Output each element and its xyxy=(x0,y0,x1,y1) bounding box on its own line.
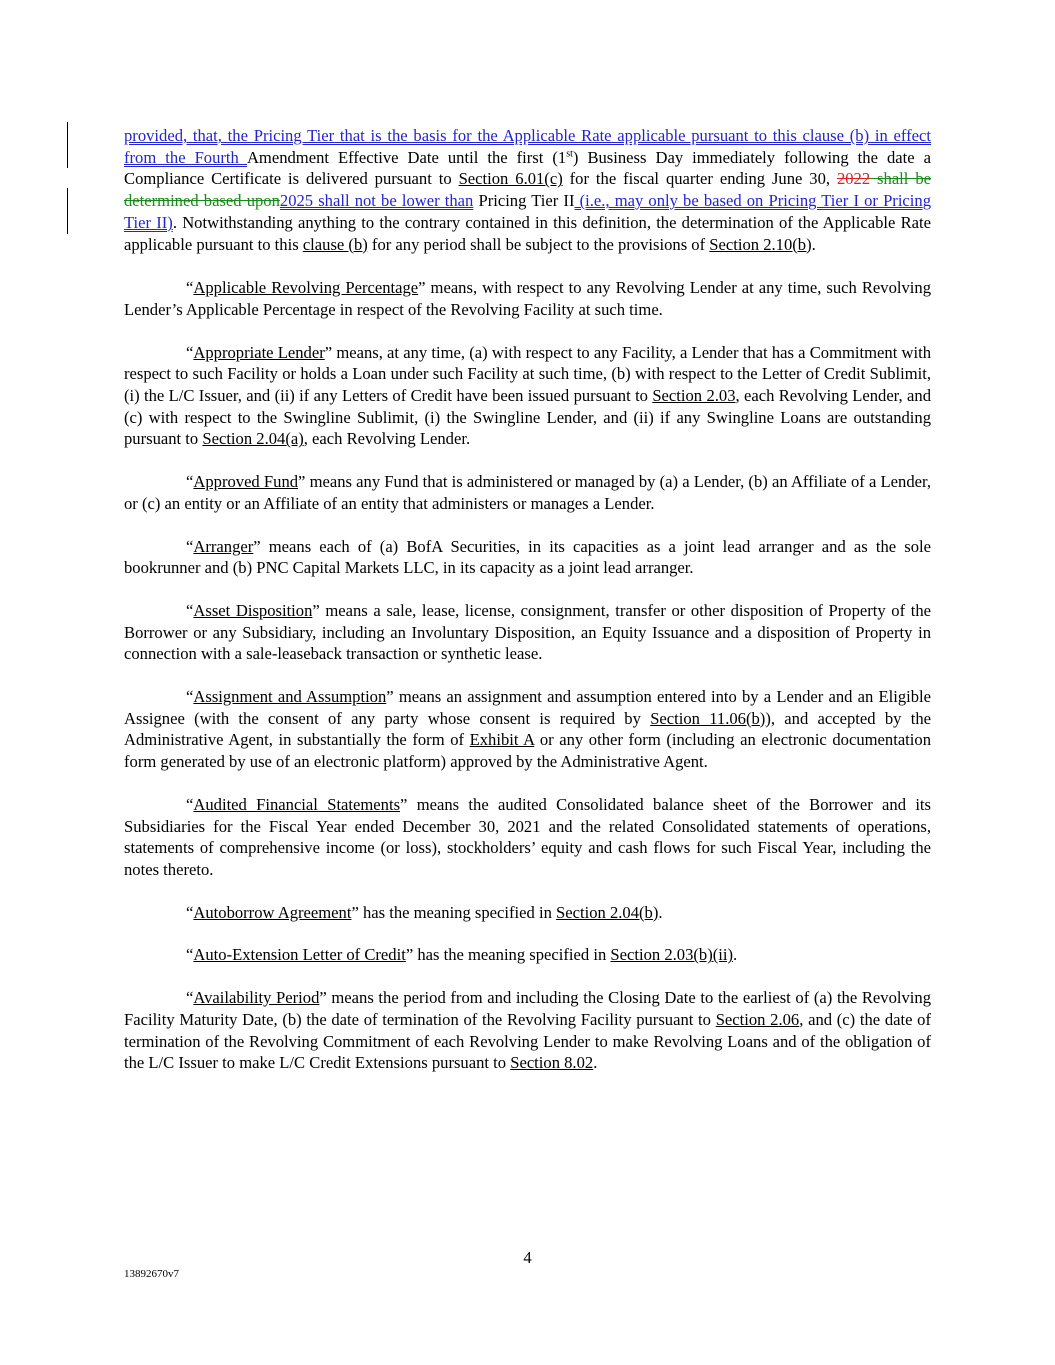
definition-text: , each Revolving Lender, and (c) with respect to the Swingline Sublimit, (i) the Swingline Lender, and (ii) if any Swingline Loans are outstanding pursuant to xyxy=(124,386,932,449)
section-reference: Section 11.06(b) xyxy=(650,708,766,728)
definition-text: , and (c) the date of termination of the Revolving Commitment of each Revolving Lender to make Revolving Loans and of the obligation of the L/C Issuer to make L/C Credit Extensions pursuant to xyxy=(124,1009,932,1073)
section-reference: Section 2.06 xyxy=(715,1009,800,1029)
defined-term: Applicable Revolving Percentage xyxy=(193,278,419,298)
defined-term: Assignment and Assumption xyxy=(193,687,387,707)
open-quote: “ xyxy=(186,902,194,922)
definition-text: . xyxy=(658,902,663,922)
open-quote: “ xyxy=(186,472,194,492)
definition-text: ” means an assignment and assumption entered into by a Lender and an Eligible Assignee (with the consent of any party whose consent is required by xyxy=(124,687,931,728)
change-bar-1 xyxy=(67,122,68,168)
body-text: Amendment Effective Date until the first (1 xyxy=(246,147,567,167)
section-reference: Section 2.03(b)(ii) xyxy=(610,945,733,965)
definition-arranger xyxy=(124,536,931,579)
section-reference: Section 2.04(b) xyxy=(556,902,659,922)
defined-term: Appropriate Lender xyxy=(193,342,325,362)
section-reference: Section 2.10(b) xyxy=(709,234,812,254)
section-reference: Section 6.01(c) xyxy=(458,169,563,189)
change-bar-2 xyxy=(67,188,68,234)
body-text: for the fiscal quarter ending June 30, xyxy=(562,169,837,189)
definition-autoborrow-agreement xyxy=(124,902,931,924)
open-quote: “ xyxy=(186,278,194,298)
document-id: 13892670v7 xyxy=(124,1268,179,1280)
defined-term: Audited Financial Statements xyxy=(193,794,401,814)
defined-term: Auto-Extension Letter of Credit xyxy=(193,945,406,965)
definition-text: ” means the audited Consolidated balance sheet of the Borrower and its Subsidiaries for the Fiscal Year ended December 30, 2021 and the related Consolidated statements of operations, statements of comprehensive income (or loss), stockholders’ equity and cash flows for such Fiscal Year, including the notes thereto. xyxy=(124,794,931,879)
definition-text: . xyxy=(593,1053,598,1073)
definition-asset-disposition xyxy=(124,600,931,665)
definition-text: ), and accepted by the Administrative Agent, in substantially the form of xyxy=(124,708,932,750)
definition-text: ” means any Fund that is administered or managed by (a) a Lender, (b) an Affiliate of a Lender, or (c) an entity or an Affiliate of an entity that administers or manages a Lender. xyxy=(124,472,931,513)
section-reference: Section 2.04(a) xyxy=(202,429,304,449)
open-quote: “ xyxy=(186,988,194,1008)
section-reference: Section 2.03 xyxy=(652,386,736,406)
defined-term: Autoborrow Agreement xyxy=(193,902,352,922)
defined-term: Approved Fund xyxy=(193,472,299,492)
open-quote: “ xyxy=(186,536,194,556)
open-quote: “ xyxy=(186,794,194,814)
body-text: for any period shall be subject to the provisions of xyxy=(367,234,710,254)
exhibit-reference: Exhibit A xyxy=(469,730,535,750)
defined-term: Asset Disposition xyxy=(193,600,313,620)
definition-text: or any other form (including an electronic documentation form generated by use of an electronic platform) approved by the Administrative Agent. xyxy=(124,730,931,772)
definition-auto-extension-letter-of-credit xyxy=(124,944,931,966)
definition-text: ” means, at any time, (a) with respect to any Facility, a Lender that has a Commitment with respect to such Facility or holds a Loan under such Facility at such time, (b) with respect to the Letter of Credit Sublimit, (i) the L/C Issuer, and (ii) if any Letters of Credit have been issued pursuant to xyxy=(124,342,932,406)
page-number: 4 xyxy=(523,1248,532,1267)
definition-assignment-and-assumption xyxy=(124,686,931,773)
deleted-text: shall be determined based upon xyxy=(124,169,931,211)
body-text: Pricing Tier II xyxy=(473,191,575,211)
definition-text: ” means a sale, lease, license, consignment, transfer or other disposition of Property of the Borrower or any Subsidiary, including an Involuntary Disposition, an Equity Issuance and a disposition of Property in connection with a sale-leaseback transaction or synthetic lease. xyxy=(124,600,931,664)
open-quote: “ xyxy=(186,342,194,362)
superscript: st xyxy=(566,148,573,160)
definition-applicable-revolving-percentage xyxy=(124,277,931,320)
definition-availability-period xyxy=(124,987,931,1074)
deleted-text: 2022 xyxy=(836,169,871,189)
open-quote: “ xyxy=(186,600,194,620)
definition-audited-financial-statements xyxy=(124,794,931,881)
defined-term: Availability Period xyxy=(193,988,320,1008)
definition-text: ” means, with respect to any Revolving Lender at any time, such Revolving Lender’s Applicable Percentage in respect of the Revolving Facility at such time. xyxy=(124,278,931,319)
definition-text: ” means the period from and including the Closing Date to the earliest of (a) the Revolving Facility Maturity Date, (b) the date of termination of the Revolving Facility pursuant to xyxy=(124,988,931,1029)
open-quote: “ xyxy=(186,687,194,707)
section-reference: Section 8.02 xyxy=(510,1053,594,1073)
document-body xyxy=(124,125,931,1095)
body-text: ) Business Day immediately following the date a Compliance Certificate is delivered pursuant to xyxy=(124,147,931,189)
inserted-text: provided, that, the Pricing Tier that is the basis for the Applicable Rate applicable pursuant to this clause (b) in effect from the Fourth xyxy=(124,126,931,167)
inserted-text: 2025 shall not be lower than xyxy=(279,191,474,211)
definition-text: . xyxy=(733,945,738,965)
body-text: . Notwithstanding anything to the contrary contained in this definition, the determination of the Applicable Rate applicable pursuant to this xyxy=(124,212,932,254)
definition-text: ” has the meaning specified in xyxy=(405,945,611,965)
definition-text: ” has the meaning specified in xyxy=(351,902,557,922)
clause-reference: clause (b) xyxy=(302,234,368,254)
open-quote: “ xyxy=(186,945,194,965)
definition-text: , each Revolving Lender. xyxy=(303,429,471,449)
defined-term: Arranger xyxy=(193,536,254,556)
definition-approved-fund xyxy=(124,471,931,514)
paragraph-applicable-rate-proviso xyxy=(124,125,931,255)
inserted-text: (i.e., may only be based on Pricing Tier I or Pricing Tier II) xyxy=(124,191,932,232)
definition-text: ” means each of (a) BofA Securities, in its capacities as a joint lead arranger and as the sole bookrunner and (b) PNC Capital Markets LLC, in its capacity as a joint lead arranger. xyxy=(124,536,931,578)
definition-appropriate-lender xyxy=(124,342,931,451)
body-text: . xyxy=(811,234,816,254)
